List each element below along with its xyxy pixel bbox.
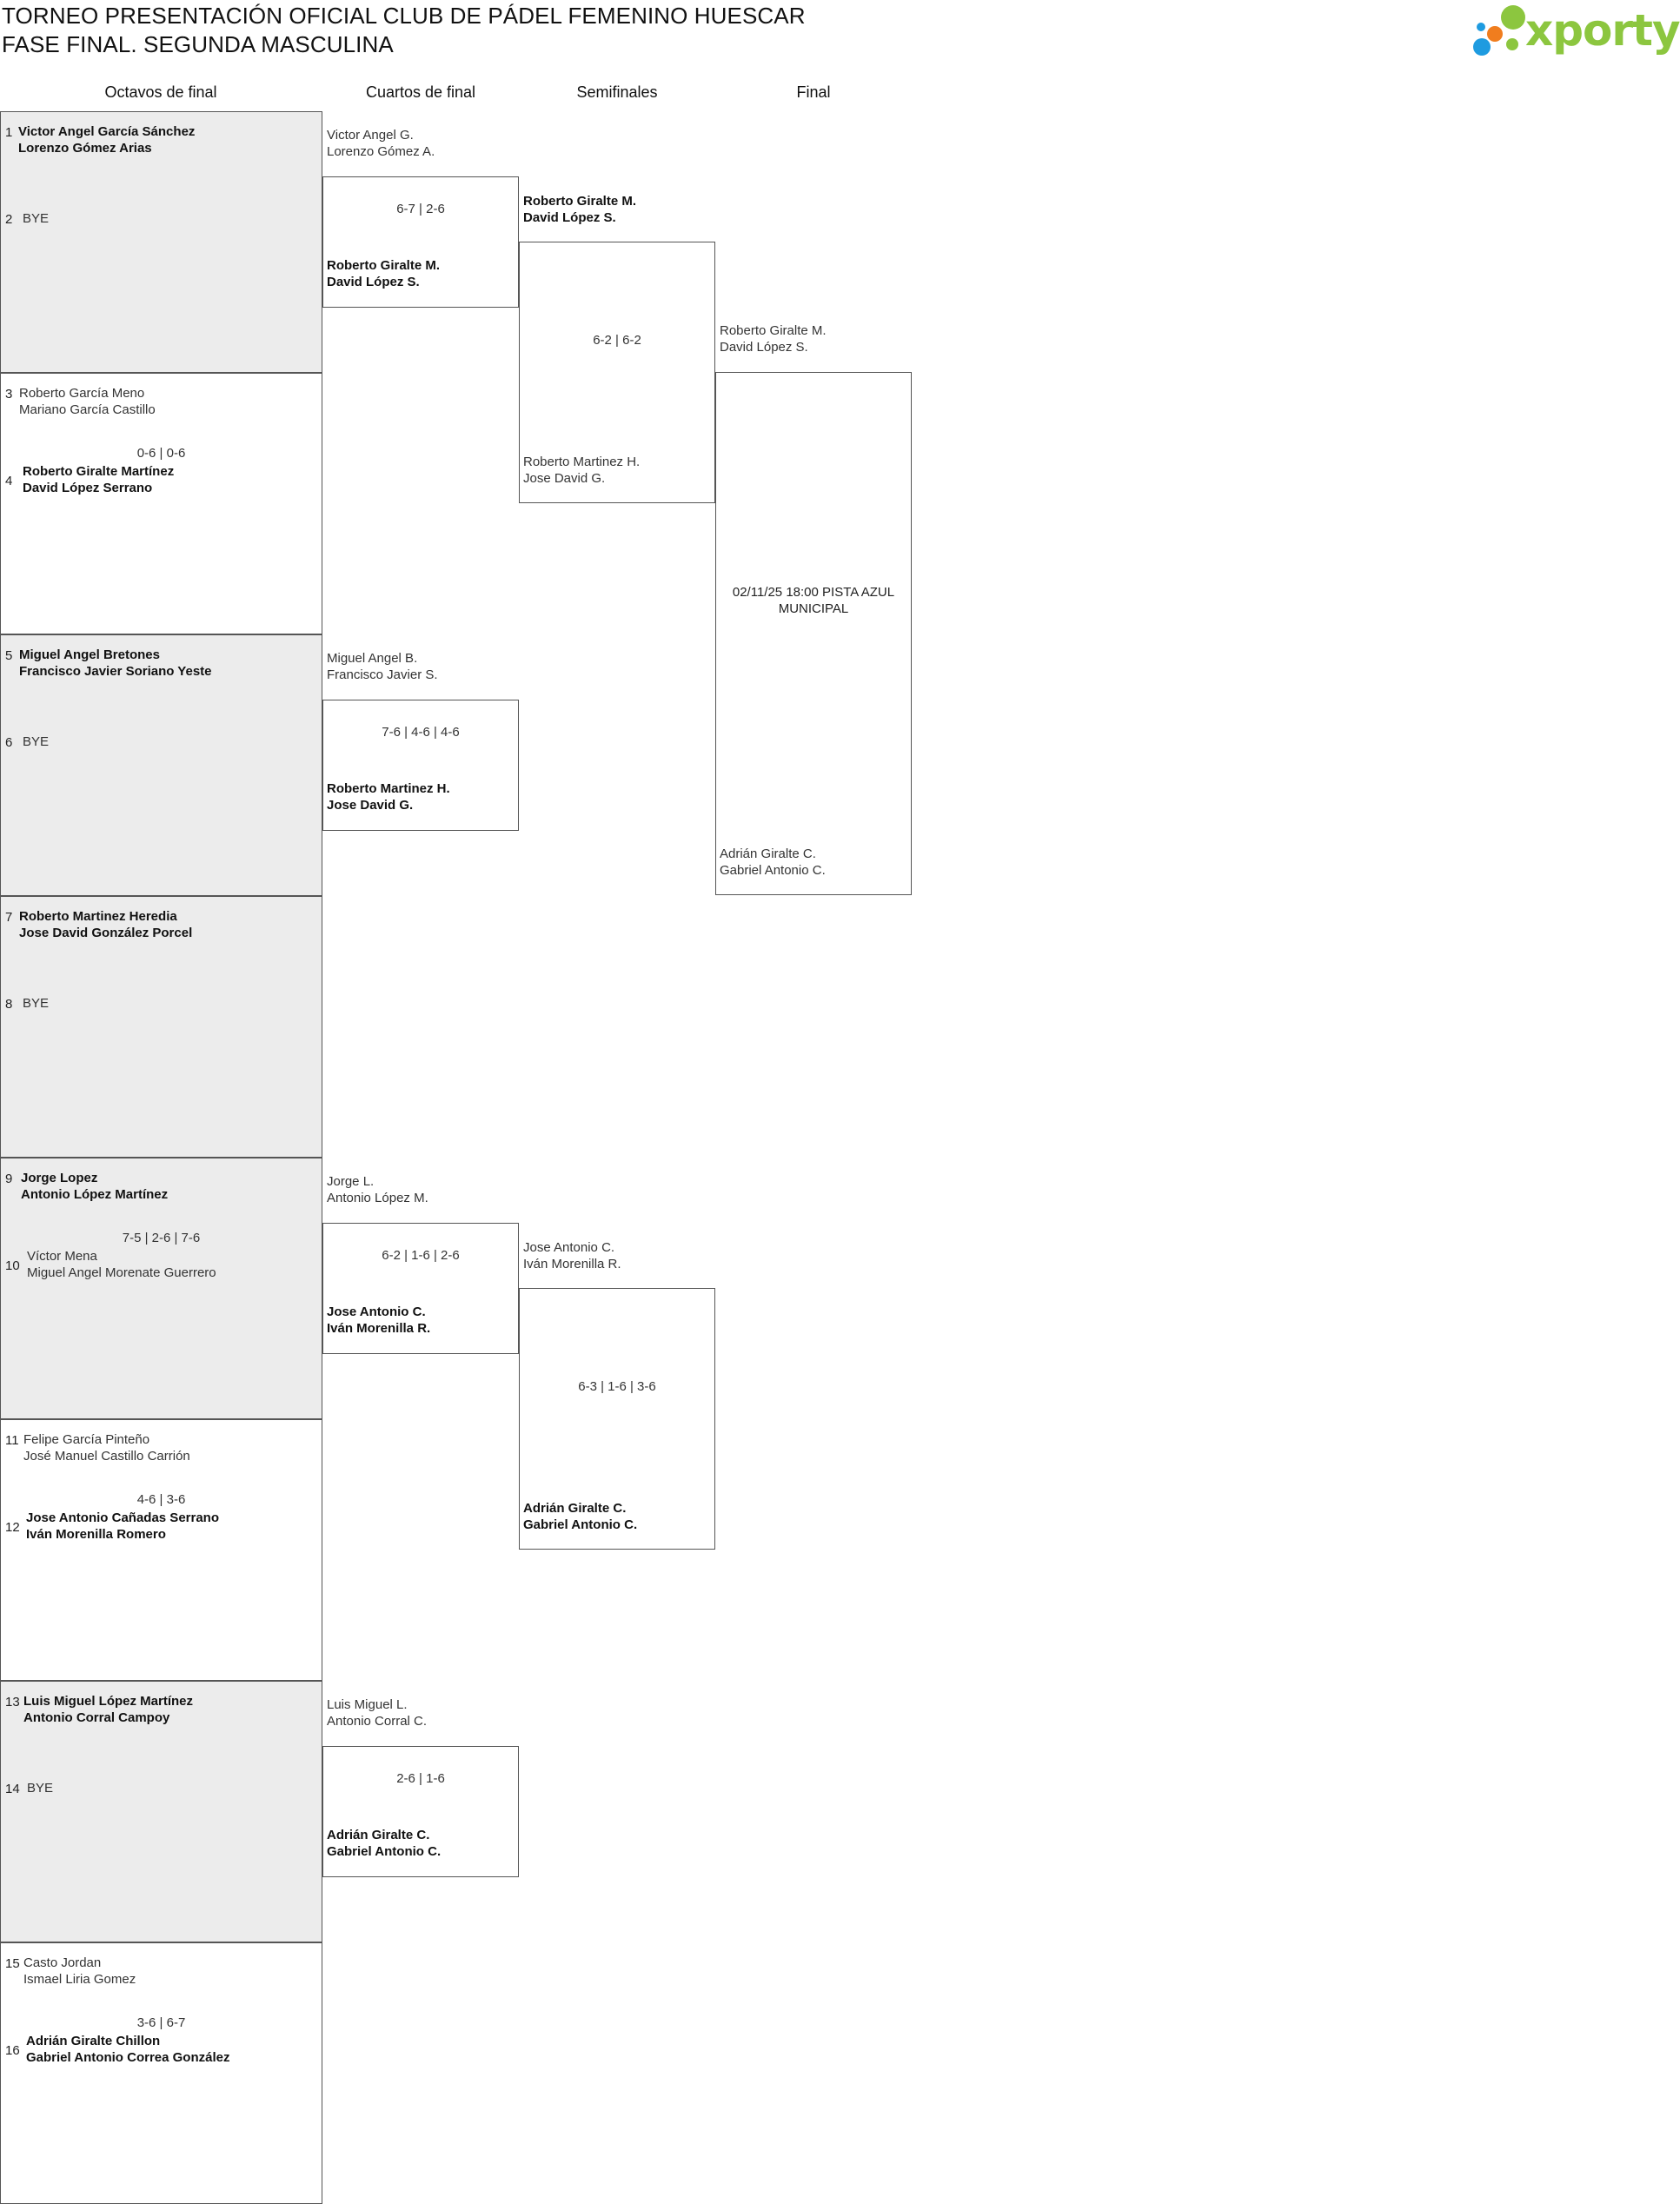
seed-number: 12 [5, 1520, 20, 1535]
team-player-name: José Manuel Castillo Carrión [23, 1449, 190, 1464]
team-player-name: BYE [27, 1781, 54, 1796]
team-player-name: David López S. [523, 210, 616, 225]
team-player-name: Casto Jordan [23, 1955, 102, 1970]
team-player-name: Adrián Giralte C. [720, 846, 816, 861]
team-player-name: David López S. [720, 340, 808, 355]
team-player-name: Roberto Martinez H. [523, 455, 641, 469]
team-player-name: David López S. [327, 275, 420, 289]
match-score: 6-2 | 6-2 [593, 333, 641, 348]
team-player-name: Antonio Corral C. [327, 1714, 428, 1729]
team-player-name: Roberto Giralte M. [523, 194, 637, 209]
match-score: 6-7 | 2-6 [396, 202, 445, 216]
team-player-name: BYE [23, 211, 50, 226]
team-player-name: Antonio Corral Campoy [23, 1710, 170, 1725]
logo-dot-blue-small [1477, 23, 1485, 31]
team-player-name: Francisco Javier Soriano Yeste [19, 664, 212, 679]
team-player-name: Roberto Giralte M. [327, 258, 441, 273]
round-header-octavos: Octavos de final [104, 83, 217, 101]
team-player-name: Mariano García Castillo [19, 402, 156, 417]
xporty-logo [1473, 0, 1680, 61]
team-player-name: Jose Antonio Cañadas Serrano [26, 1510, 219, 1525]
team-player-name: Iván Morenilla R. [327, 1321, 431, 1336]
team-player-name: Miguel Angel Bretones [19, 647, 160, 662]
seed-number: 15 [5, 1956, 20, 1971]
seed-number: 7 [5, 910, 13, 925]
team-player-name: Victor Angel G. [327, 128, 414, 143]
team-player-name: Roberto Giralte Martínez [23, 464, 175, 479]
team-player-name: BYE [23, 996, 50, 1011]
round-header-semis: Semifinales [576, 83, 658, 101]
team-player-name: Luis Miguel L. [327, 1697, 408, 1712]
team-player-name: Lorenzo Gómez Arias [18, 141, 152, 156]
final-match-box [715, 372, 912, 895]
match-score: 7-5 | 2-6 | 7-6 [122, 1231, 201, 1245]
team-player-name: Antonio López M. [327, 1191, 428, 1205]
match-score: 7-6 | 4-6 | 4-6 [382, 725, 460, 740]
team-player-name: Roberto García Meno [19, 386, 145, 401]
team-player-name: Jose David González Porcel [19, 926, 193, 940]
logo-wordmark: xporty [1525, 5, 1680, 56]
logo-dot-green-small [1506, 38, 1518, 50]
seed-number: 16 [5, 2043, 20, 2058]
seed-number: 14 [5, 1782, 20, 1796]
logo-dot-orange [1487, 26, 1503, 42]
final-schedule: 02/11/25 18:00 PISTA AZUL MUNICIPAL [732, 585, 895, 616]
team-player-name: Roberto Giralte M. [720, 323, 827, 338]
team-player-name: Jorge Lopez [21, 1171, 98, 1185]
seed-number: 4 [5, 474, 13, 488]
team-player-name: Jose Antonio C. [523, 1240, 615, 1255]
match-score: 6-2 | 1-6 | 2-6 [382, 1248, 460, 1263]
match-score: 4-6 | 3-6 [136, 1492, 186, 1507]
team-player-name: Victor Angel García Sánchez [18, 124, 196, 139]
round-header-final: Final [796, 83, 831, 101]
seed-number: 10 [5, 1258, 20, 1273]
match-score: 2-6 | 1-6 [396, 1771, 445, 1786]
team-player-name: Gabriel Antonio C. [720, 863, 826, 878]
team-player-name: Roberto Martinez H. [327, 781, 450, 796]
team-player-name: Jose Antonio C. [327, 1304, 426, 1319]
match-score: 0-6 | 0-6 [136, 446, 186, 461]
team-player-name: Jose David G. [523, 471, 606, 486]
team-player-name: Luis Miguel López Martínez [23, 1694, 194, 1709]
team-player-name: Antonio López Martínez [21, 1187, 169, 1202]
team-player-name: Iván Morenilla Romero [26, 1527, 166, 1542]
logo-dot-blue-large [1473, 38, 1491, 56]
team-player-name: Jorge L. [327, 1174, 375, 1189]
team-player-name: Adrián Giralte C. [523, 1501, 627, 1516]
team-player-name: Lorenzo Gómez A. [327, 144, 435, 159]
seed-number: 11 [5, 1433, 19, 1448]
seed-number: 8 [5, 997, 13, 1012]
team-player-name: Iván Morenilla R. [523, 1257, 621, 1271]
seed-number: 9 [5, 1172, 13, 1186]
seed-number: 13 [5, 1695, 20, 1709]
seed-number: 2 [5, 212, 13, 227]
team-player-name: Roberto Martinez Heredia [19, 909, 177, 924]
seed-number: 5 [5, 648, 13, 663]
match-score: 6-3 | 1-6 | 3-6 [578, 1379, 656, 1394]
team-player-name: Felipe García Pinteño [23, 1432, 150, 1447]
team-player-name: BYE [23, 734, 50, 749]
page-subtitle: FASE FINAL. SEGUNDA MASCULINA [2, 31, 394, 57]
seed-number: 6 [5, 735, 13, 750]
page-title: TORNEO PRESENTACIÓN OFICIAL CLUB DE PÁDEL FEMENINO HUESCAR [2, 3, 806, 29]
match-score: 3-6 | 6-7 [136, 2015, 186, 2030]
team-player-name: Francisco Javier S. [327, 667, 438, 682]
team-player-name: Miguel Angel Morenate Guerrero [27, 1265, 216, 1280]
team-player-name: Jose David G. [327, 798, 414, 813]
round-header-cuartos: Cuartos de final [365, 83, 476, 101]
seed-number: 3 [5, 387, 13, 402]
team-player-name: Gabriel Antonio C. [327, 1844, 442, 1859]
team-player-name: Gabriel Antonio Correa González [26, 2050, 230, 2065]
team-player-name: Adrián Giralte Chillon [26, 2034, 161, 2048]
team-player-name: Víctor Mena [27, 1249, 97, 1264]
team-player-name: David López Serrano [23, 481, 153, 495]
team-player-name: Gabriel Antonio C. [523, 1517, 638, 1532]
logo-dot-green [1501, 5, 1525, 30]
team-player-name: Ismael Liria Gomez [23, 1972, 136, 1987]
team-player-name: Miguel Angel B. [327, 651, 418, 666]
seed-number: 1 [5, 125, 13, 140]
team-player-name: Adrián Giralte C. [327, 1828, 430, 1842]
